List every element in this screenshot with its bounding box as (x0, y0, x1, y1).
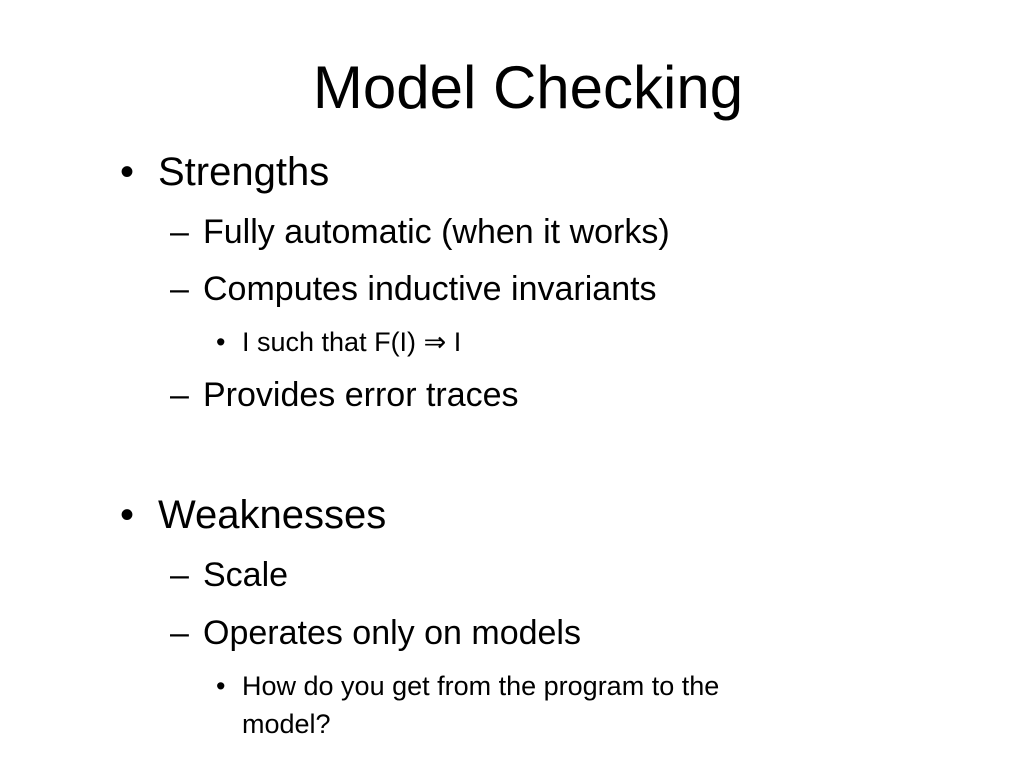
sub-item-label: Fully automatic (when it works) (203, 213, 670, 251)
sub-item-label: Scale (203, 556, 289, 594)
dash-marker: – (170, 556, 189, 594)
dash-marker: – (170, 270, 189, 308)
dash-marker: – (170, 376, 189, 414)
model-detail-line1: How do you get from the program to the (242, 671, 720, 701)
sub-item-label: Provides error traces (203, 376, 519, 414)
bullet-strengths (120, 148, 520, 196)
bullet-weaknesses-label: Weaknesses (158, 493, 387, 537)
sub-sub-item-model-detail (216, 669, 916, 749)
sub-item-label: Computes inductive invariants (203, 270, 657, 308)
bullet-strengths-label: Strengths (158, 150, 330, 194)
invariant-prefix: I such that F(I) (242, 327, 424, 357)
dash-marker: – (170, 213, 189, 251)
bullet-marker: • (120, 493, 135, 537)
model-detail-line2: model? (242, 709, 331, 739)
sub-item-fully-automatic (170, 212, 870, 252)
sub-item-error-traces (170, 375, 870, 415)
invariant-suffix: I (446, 327, 462, 357)
sub-item-label: Operates only on models (203, 614, 581, 652)
sub-item-computes-invariants (170, 269, 870, 309)
bullet-weaknesses (120, 491, 520, 539)
bullet-marker: • (120, 150, 135, 194)
sub-bullet-marker: • (216, 671, 226, 701)
slide-title: Model Checking (312, 54, 744, 121)
dash-marker: – (170, 614, 189, 652)
implies-symbol: ⇒ (423, 327, 447, 358)
sub-item-scale (170, 555, 870, 595)
invariant-detail-text (242, 325, 461, 360)
sub-sub-item-invariant-detail (216, 325, 816, 359)
sub-bullet-marker: • (216, 327, 226, 357)
sub-item-operates-on-models (170, 613, 870, 653)
